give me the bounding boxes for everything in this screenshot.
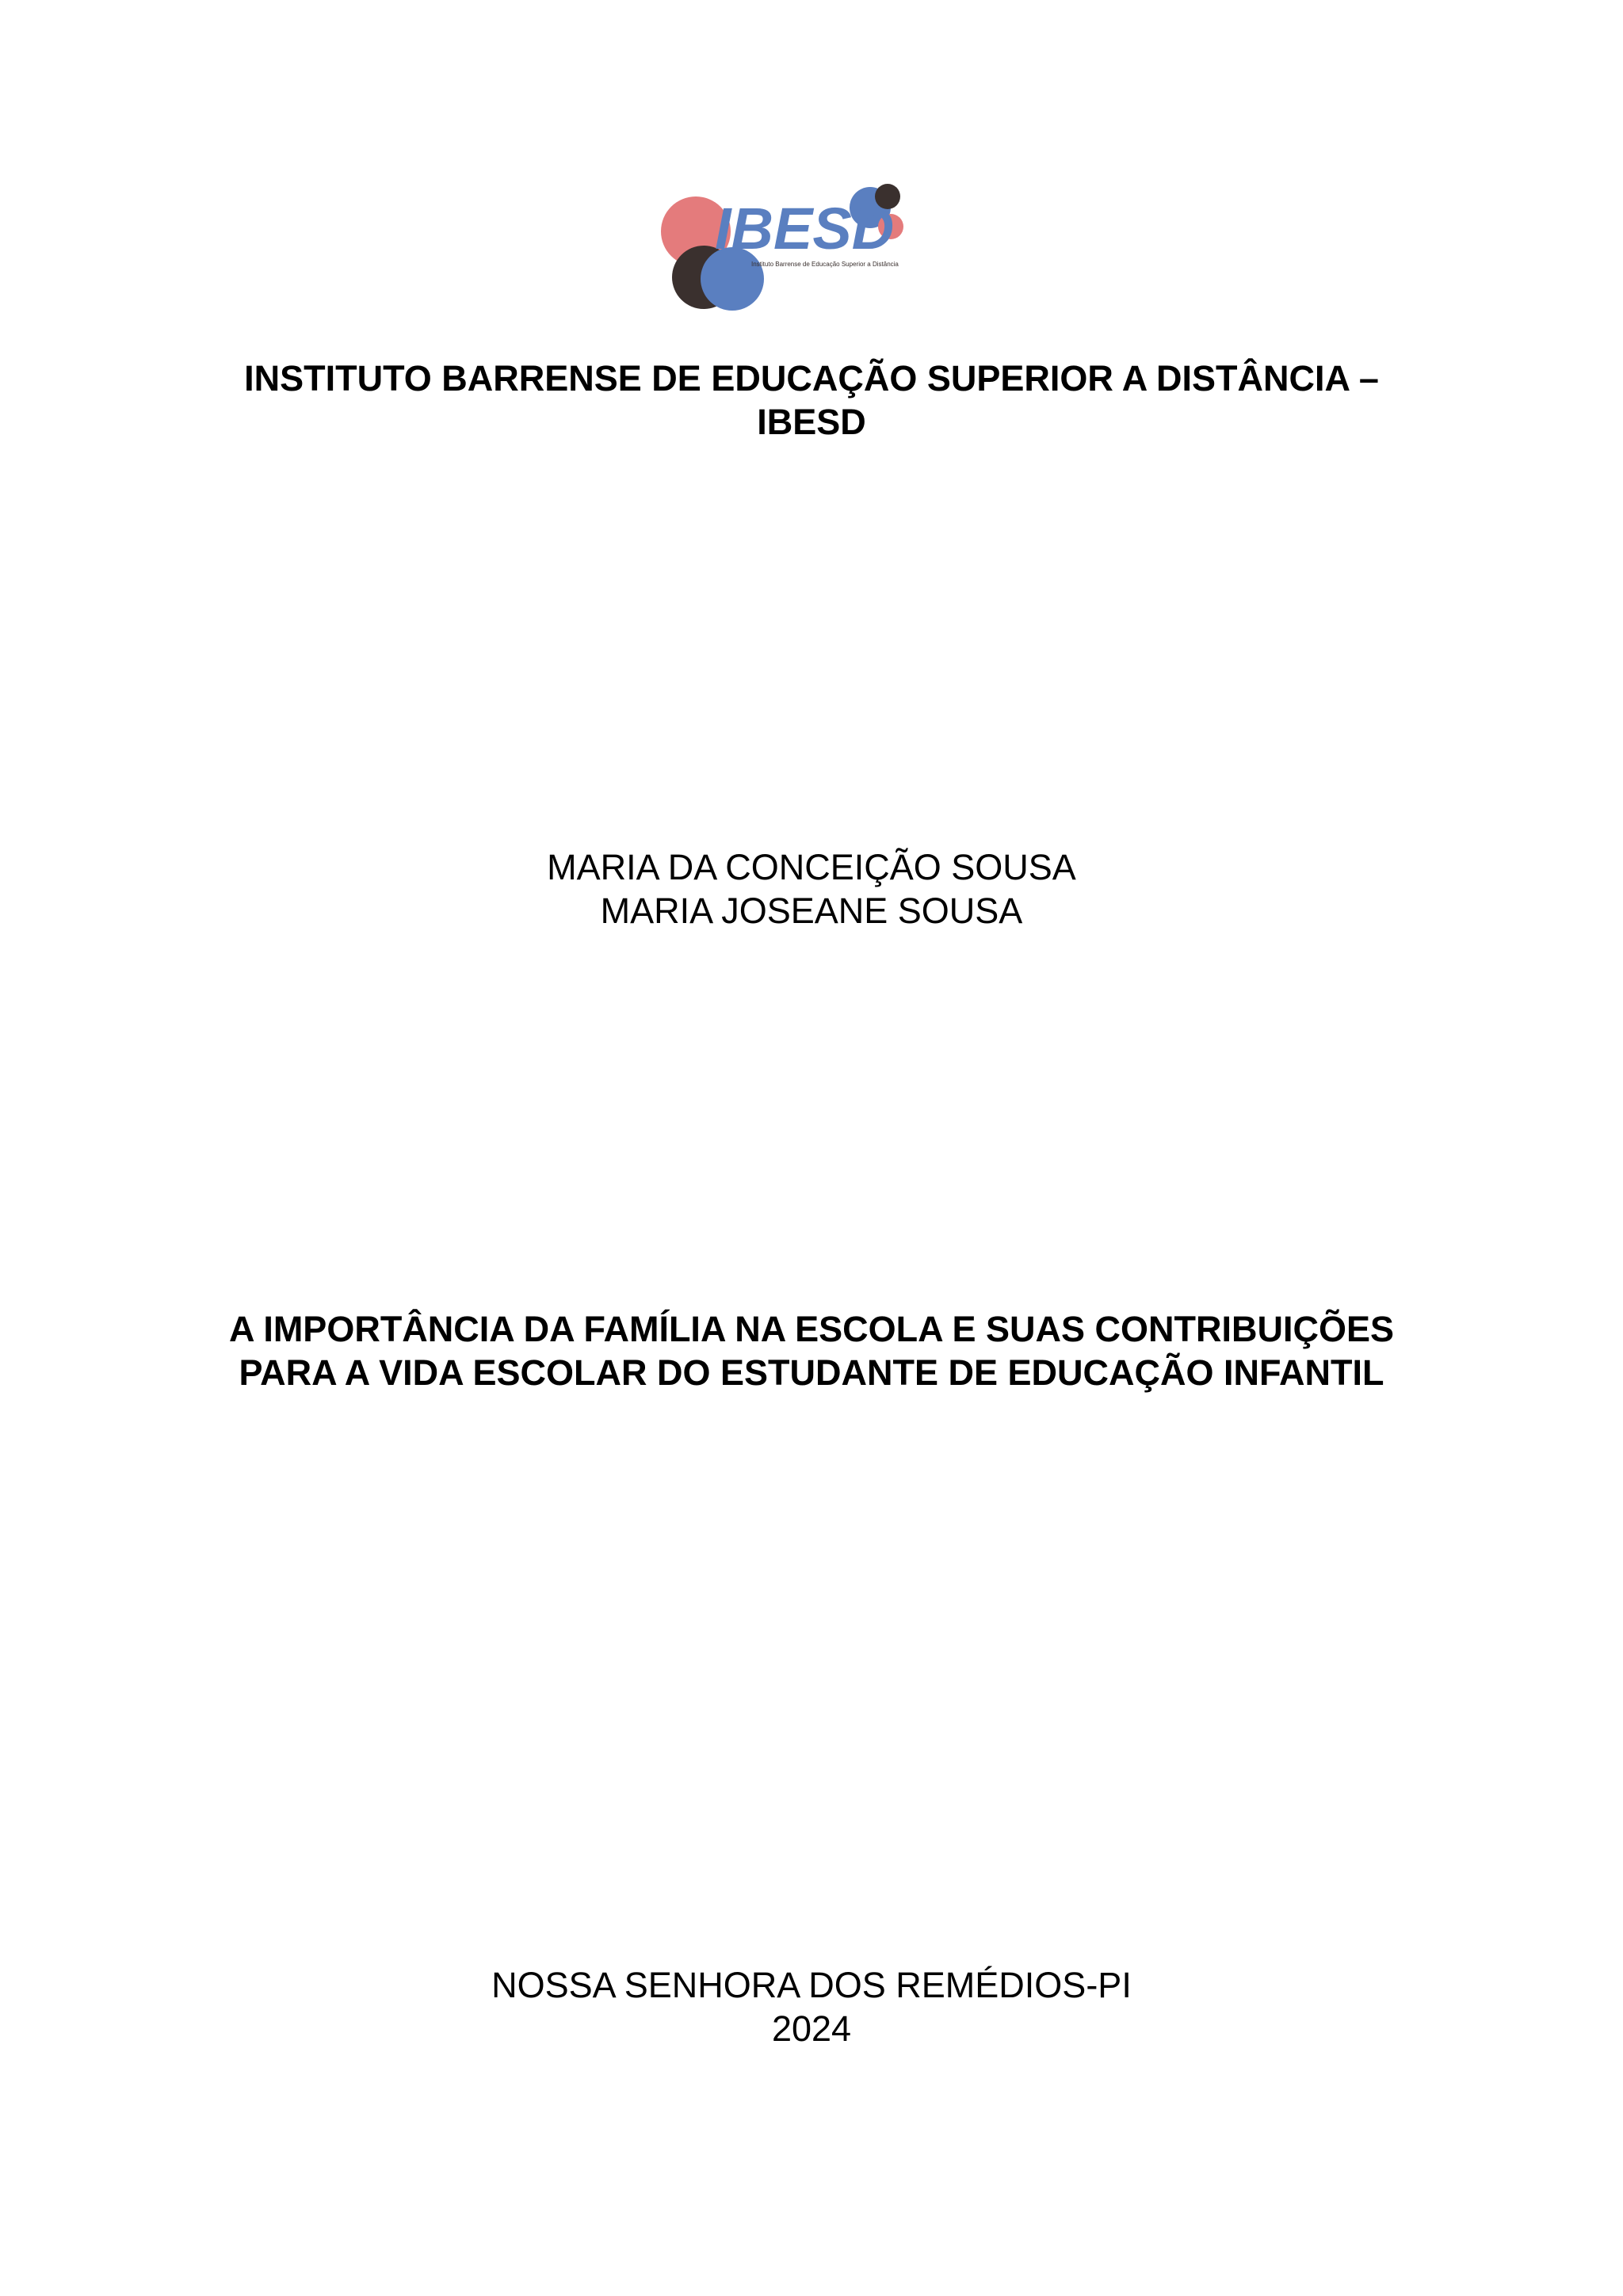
- author-1: MARIA DA CONCEIÇÃO SOUSA: [547, 847, 1076, 887]
- logo-tagline: Instituto Barrense de Educação Superior a Distância: [751, 261, 899, 268]
- city: NOSSA SENHORA DOS REMÉDIOS-PI: [491, 1965, 1132, 2005]
- document-title: [0, 1307, 1623, 1394]
- institution-line-2: IBESD: [757, 402, 866, 442]
- institution-line-1: INSTITUTO BARRENSE DE EDUCAÇÃO SUPERIOR A DISTÂNCIA –: [244, 358, 1379, 399]
- author-2: MARIA JOSEANE SOUSA: [600, 891, 1023, 931]
- title-line-2: PARA A VIDA ESCOLAR DO ESTUDANTE DE EDUCAÇÃO INFANTIL: [239, 1352, 1384, 1393]
- year: 2024: [771, 2008, 852, 2049]
- place-and-year: [0, 1963, 1623, 2050]
- logo-wordmark: IBESD: [715, 196, 895, 261]
- ibesd-logo-graphic: [650, 176, 911, 326]
- authors: [0, 845, 1623, 933]
- institution-name: [0, 357, 1623, 444]
- ibesd-logo: [650, 176, 911, 326]
- title-line-1: A IMPORTÂNCIA DA FAMÍLIA NA ESCOLA E SUAS CONTRIBUIÇÕES: [228, 1309, 1394, 1349]
